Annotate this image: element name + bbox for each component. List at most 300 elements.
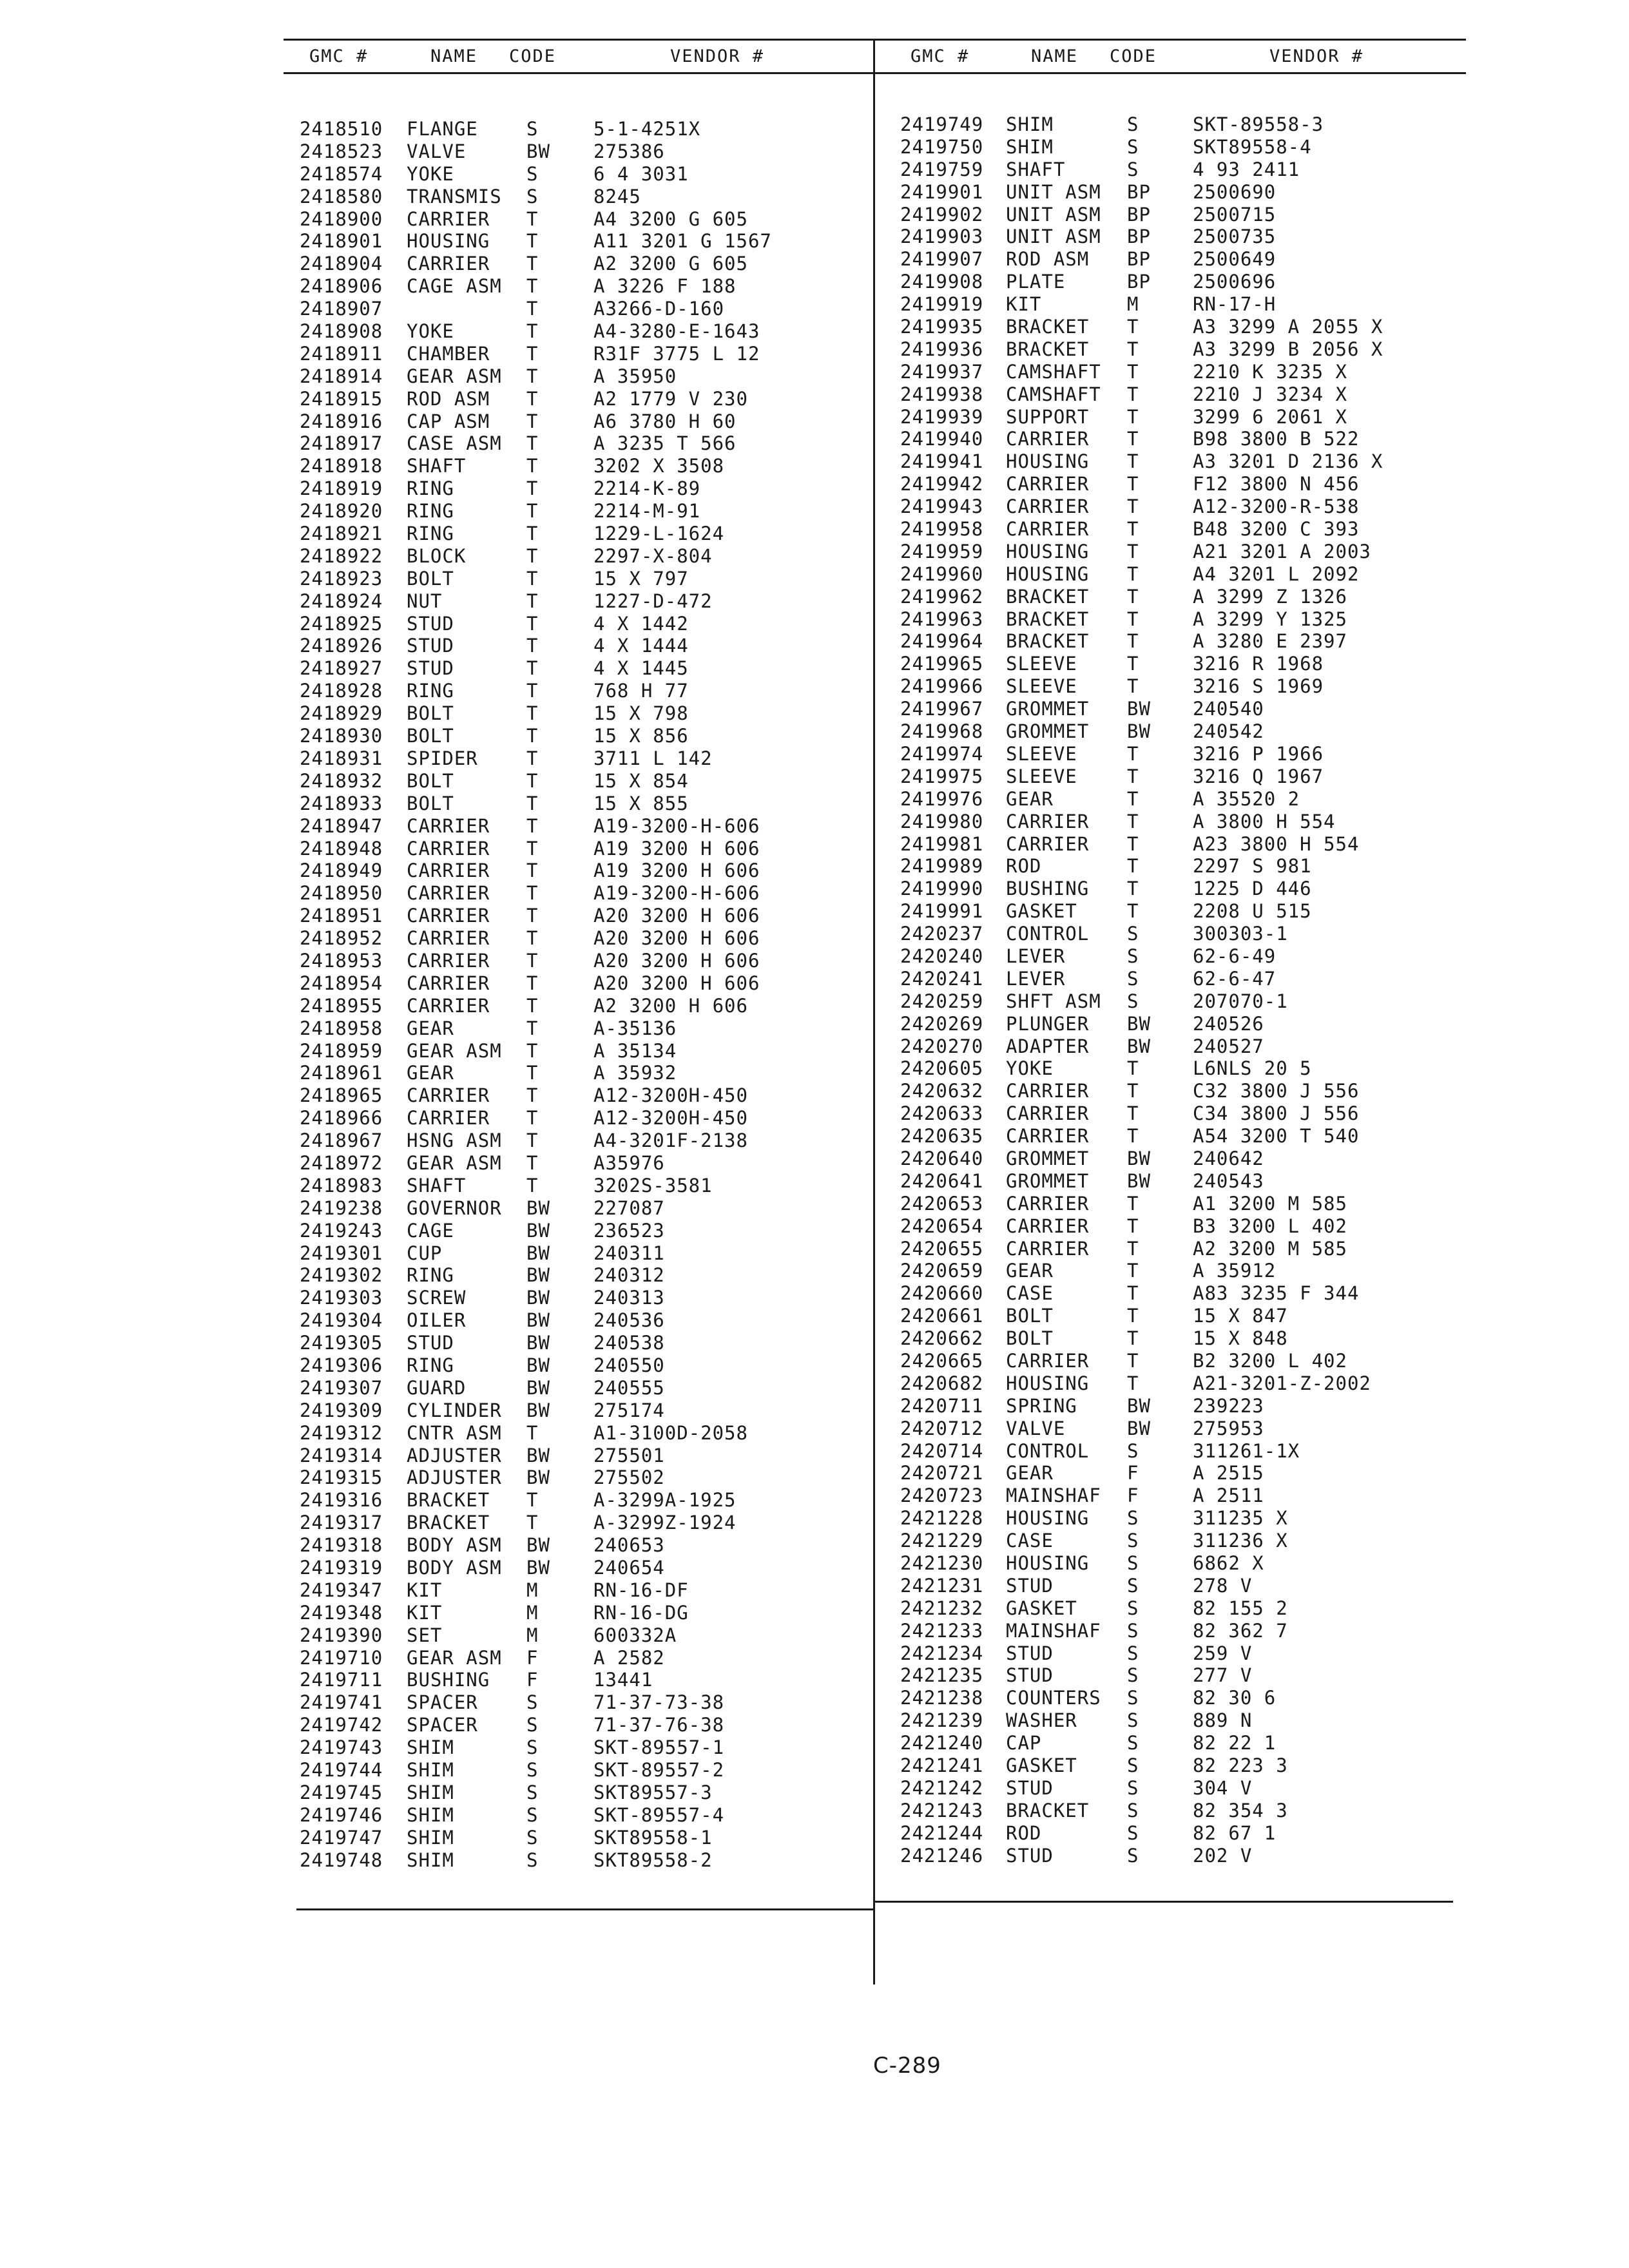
table-row — [900, 900, 1454, 923]
table-row — [300, 1647, 854, 1669]
part-number: 2419306 — [300, 1354, 383, 1376]
vendor-number: 311236 X — [1193, 1530, 1288, 1552]
part-name: HOUSING — [1006, 1372, 1090, 1394]
part-number: 2420633 — [900, 1102, 984, 1125]
part-code: F — [526, 1646, 539, 1669]
header-gmc: GMC # — [309, 46, 369, 66]
part-name: GASKET — [1006, 1754, 1077, 1777]
table-row — [300, 1040, 854, 1062]
table-row — [900, 495, 1454, 518]
table-row — [300, 1264, 854, 1287]
table-row — [900, 361, 1454, 383]
part-number: 2418929 — [300, 702, 383, 725]
part-number: 2419989 — [900, 855, 984, 878]
part-number: 2419747 — [300, 1826, 383, 1849]
vendor-number: 2500649 — [1193, 248, 1277, 271]
part-name: COUNTERS — [1006, 1687, 1101, 1709]
part-number: 2421231 — [900, 1574, 984, 1597]
part-code: S — [526, 1714, 539, 1736]
table-row — [900, 1575, 1454, 1597]
table-row — [900, 1215, 1454, 1238]
vendor-number: A4-3280-E-1643 — [593, 320, 760, 343]
part-name: GEAR — [1006, 787, 1054, 810]
part-number: 2420723 — [900, 1485, 984, 1507]
part-name: ADJUSTER — [407, 1444, 502, 1466]
table-row — [900, 159, 1454, 181]
part-code: T — [1127, 1282, 1139, 1305]
part-code: T — [526, 1421, 539, 1444]
part-name: UNIT ASM — [1006, 203, 1101, 226]
part-name: BRACKET — [407, 1489, 490, 1512]
part-name: STUD — [407, 657, 454, 680]
part-code: S — [1127, 1552, 1139, 1574]
table-row — [300, 545, 854, 568]
vendor-number: A35976 — [593, 1151, 665, 1174]
part-number: 2418900 — [300, 207, 383, 230]
part-name: CARRIER — [407, 882, 490, 905]
part-number: 2419759 — [900, 158, 984, 180]
part-number: 2419390 — [300, 1624, 383, 1646]
table-row — [900, 1754, 1454, 1777]
part-code: T — [1127, 810, 1139, 832]
table-row — [300, 253, 854, 275]
part-name: CARRIER — [407, 972, 490, 994]
part-number: 2419243 — [300, 1219, 383, 1242]
part-name: STUD — [1006, 1642, 1054, 1664]
part-code: T — [1127, 653, 1139, 675]
vendor-number: 15 X 848 — [1193, 1327, 1288, 1350]
part-name: CARRIER — [407, 927, 490, 950]
part-name: CHAMBER — [407, 342, 490, 365]
part-number: 2420632 — [900, 1080, 984, 1102]
vendor-number: 13441 — [593, 1669, 653, 1691]
column-divider — [873, 39, 875, 1984]
part-code: BW — [1127, 720, 1151, 743]
part-name: ROD — [1006, 1821, 1042, 1844]
part-name: CARRIER — [1006, 1237, 1090, 1260]
table-row — [300, 1489, 854, 1512]
table-row — [300, 1602, 854, 1624]
vendor-number: 15 X 856 — [593, 725, 689, 747]
part-name: MAINSHAF — [1006, 1485, 1101, 1507]
part-number: 2418904 — [300, 253, 383, 275]
part-name: LEVER — [1006, 967, 1066, 990]
vendor-number: 62-6-47 — [1193, 967, 1277, 990]
table-row — [900, 1800, 1454, 1822]
part-name: BUSHING — [407, 1669, 490, 1691]
part-name: HOUSING — [1006, 450, 1090, 473]
part-number: 2419749 — [900, 113, 984, 135]
part-name: CARRIER — [1006, 473, 1090, 495]
vendor-number: A6 3780 H 60 — [593, 410, 737, 432]
part-number: 2419743 — [300, 1736, 383, 1759]
vendor-number: 4 X 1444 — [593, 635, 689, 657]
part-code: T — [1127, 473, 1139, 495]
vendor-number: 2500690 — [1193, 180, 1277, 203]
part-number: 2419312 — [300, 1421, 383, 1444]
vendor-number: 2214-K-89 — [593, 477, 701, 500]
table-row — [900, 1552, 1454, 1575]
part-number: 2419966 — [900, 675, 984, 698]
table-row — [300, 1849, 854, 1872]
part-code: T — [526, 1489, 539, 1512]
part-name: GOVERNOR — [407, 1196, 502, 1219]
vendor-number: A 2582 — [593, 1646, 665, 1669]
vendor-number: 240311 — [593, 1242, 665, 1264]
vendor-number: 1225 D 446 — [1193, 878, 1312, 900]
vendor-number: 600332A — [593, 1624, 677, 1646]
part-number: 2418965 — [300, 1084, 383, 1107]
part-number: 2418955 — [300, 994, 383, 1017]
table-row — [300, 230, 854, 253]
table-row — [300, 1062, 854, 1084]
part-name: VALVE — [407, 140, 467, 162]
part-number: 2418523 — [300, 140, 383, 162]
part-code: S — [526, 162, 539, 185]
part-name: GEAR ASM — [407, 365, 502, 387]
part-name: CUP — [407, 1242, 443, 1264]
part-code: BW — [526, 1444, 550, 1466]
vendor-number: 1227-D-472 — [593, 590, 713, 612]
page-number: C-289 — [873, 2053, 941, 2079]
part-name: CARRIER — [407, 994, 490, 1017]
table-row — [900, 181, 1454, 204]
table-row — [300, 1804, 854, 1827]
header-vendor: VENDOR # — [670, 46, 765, 66]
vendor-number: 8245 — [593, 185, 641, 207]
part-name: CAP — [1006, 1732, 1042, 1754]
part-code: T — [526, 1151, 539, 1174]
part-code: BP — [1127, 203, 1151, 226]
part-code: S — [1127, 1776, 1139, 1799]
part-code: T — [526, 1017, 539, 1039]
part-name: KIT — [407, 1579, 443, 1601]
part-number: 2419991 — [900, 900, 984, 923]
part-code: T — [526, 680, 539, 702]
vendor-number: 5-1-4251X — [593, 118, 701, 140]
part-code: T — [1127, 518, 1139, 541]
part-name: STUD — [407, 612, 454, 635]
part-number: 2418930 — [300, 725, 383, 747]
part-code: T — [1127, 1102, 1139, 1125]
part-code: T — [526, 320, 539, 343]
part-code: T — [526, 860, 539, 882]
part-code: T — [1127, 338, 1139, 360]
part-number: 2419316 — [300, 1489, 383, 1512]
table-row — [900, 1530, 1454, 1552]
table-row — [300, 568, 854, 590]
table-row — [300, 298, 854, 320]
part-name: STUD — [1006, 1574, 1054, 1597]
part-code: T — [1127, 383, 1139, 405]
part-name: LEVER — [1006, 945, 1066, 967]
table-row — [300, 1512, 854, 1534]
part-number: 2418580 — [300, 185, 383, 207]
part-name: GEAR ASM — [407, 1646, 502, 1669]
vendor-number: 278 V — [1193, 1574, 1253, 1597]
table-row — [300, 702, 854, 725]
vendor-number: A2 3200 G 605 — [593, 253, 748, 275]
part-number: 2419980 — [900, 810, 984, 832]
table-row — [900, 1642, 1454, 1665]
vendor-number: 3216 R 1968 — [1193, 653, 1324, 675]
part-code: T — [526, 657, 539, 680]
part-code: S — [1127, 1844, 1139, 1867]
table-row — [300, 432, 854, 455]
table-row — [900, 720, 1454, 743]
part-name: STUD — [1006, 1776, 1054, 1799]
part-number: 2420240 — [900, 945, 984, 967]
part-name: BOLT — [407, 792, 454, 814]
part-code: BW — [526, 1557, 550, 1579]
vendor-number: A20 3200 H 606 — [593, 949, 760, 972]
table-row — [900, 1395, 1454, 1418]
part-name: CAGE — [407, 1219, 454, 1242]
table-row — [300, 1107, 854, 1129]
vendor-number: A3 3299 B 2056 X — [1193, 338, 1383, 360]
part-name: ADJUSTER — [407, 1466, 502, 1489]
part-name: CARRIER — [407, 905, 490, 927]
part-name: CARRIER — [407, 814, 490, 837]
part-code: M — [526, 1624, 539, 1646]
part-name: SLEEVE — [1006, 675, 1077, 698]
part-name: CARRIER — [407, 1084, 490, 1107]
part-number: 2419347 — [300, 1579, 383, 1601]
vendor-number: C34 3800 J 556 — [1193, 1102, 1360, 1125]
part-code: T — [526, 455, 539, 477]
vendor-number: A 35950 — [593, 365, 677, 387]
table-row — [900, 833, 1454, 856]
part-code: T — [526, 1107, 539, 1129]
part-number: 2419314 — [300, 1444, 383, 1466]
table-row — [300, 882, 854, 905]
vendor-number: A 2511 — [1193, 1485, 1264, 1507]
part-name: UNIT ASM — [1006, 226, 1101, 248]
part-name: CYLINDER — [407, 1399, 502, 1421]
part-code: T — [1127, 878, 1139, 900]
part-code: BW — [526, 1242, 550, 1264]
table-row — [900, 630, 1454, 653]
part-number: 2418918 — [300, 455, 383, 477]
vendor-number: A21 3201 A 2003 — [1193, 540, 1371, 562]
part-number: 2418951 — [300, 905, 383, 927]
part-name: SPACER — [407, 1691, 478, 1714]
table-row — [900, 1462, 1454, 1485]
part-name: BOLT — [407, 702, 454, 725]
part-name: BOLT — [1006, 1327, 1054, 1350]
part-name: TRANSMIS — [407, 185, 502, 207]
part-name: SHIM — [407, 1736, 454, 1759]
vendor-number: A 35932 — [593, 1062, 677, 1084]
vendor-number: 82 354 3 — [1193, 1799, 1288, 1821]
part-name: CARRIER — [1006, 1215, 1090, 1237]
vendor-number: 15 X 798 — [593, 702, 689, 725]
header-vendor: VENDOR # — [1269, 46, 1364, 66]
part-name: CONTROL — [1006, 1439, 1090, 1462]
part-name: STUD — [1006, 1664, 1054, 1687]
part-number: 2418950 — [300, 882, 383, 905]
part-name: VALVE — [1006, 1417, 1066, 1439]
part-number: 2420659 — [900, 1260, 984, 1282]
table-row — [900, 1080, 1454, 1102]
vendor-number: A-3299A-1925 — [593, 1489, 737, 1512]
table-row — [300, 1309, 854, 1332]
part-number: 2419974 — [900, 742, 984, 765]
part-name: SHIM — [1006, 135, 1054, 158]
part-number: 2419990 — [900, 878, 984, 900]
part-name: OILER — [407, 1309, 467, 1332]
part-name: CARRIER — [1006, 810, 1090, 832]
vendor-number: RN-16-DG — [593, 1601, 689, 1624]
part-code: T — [526, 1084, 539, 1107]
table-row — [300, 927, 854, 950]
part-code: F — [1127, 1462, 1139, 1485]
vendor-number: 240312 — [593, 1264, 665, 1287]
vendor-number: 275174 — [593, 1399, 665, 1421]
table-row — [300, 1129, 854, 1152]
part-number: 2421244 — [900, 1821, 984, 1844]
vendor-number: 240527 — [1193, 1035, 1264, 1057]
vendor-number: A19 3200 H 606 — [593, 837, 760, 860]
part-number: 2419319 — [300, 1557, 383, 1579]
vendor-number: A2 1779 V 230 — [593, 387, 748, 410]
part-number: 2419939 — [900, 405, 984, 428]
part-name: BODY ASM — [407, 1557, 502, 1579]
part-name: RING — [407, 523, 454, 545]
part-number: 2419744 — [300, 1759, 383, 1782]
part-name: SHIM — [407, 1781, 454, 1803]
vendor-number: A 35912 — [1193, 1260, 1277, 1282]
vendor-number: 2210 K 3235 X — [1193, 360, 1347, 383]
part-code: T — [1127, 316, 1139, 338]
part-name: SHAFT — [407, 1174, 467, 1196]
part-name: ROD — [1006, 855, 1042, 878]
part-code: T — [526, 253, 539, 275]
part-code: S — [526, 1759, 539, 1782]
part-number: 2418932 — [300, 769, 383, 792]
part-number: 2421232 — [900, 1597, 984, 1619]
part-code: S — [526, 1736, 539, 1759]
part-number: 2418574 — [300, 162, 383, 185]
vendor-number: 768 H 77 — [593, 680, 689, 702]
part-name: CARRIER — [1006, 518, 1090, 541]
part-code: S — [526, 185, 539, 207]
table-row — [900, 653, 1454, 675]
vendor-number: A4-3201F-2138 — [593, 1129, 748, 1152]
part-number: 2421240 — [900, 1732, 984, 1754]
part-name: CARRIER — [1006, 1102, 1090, 1125]
table-row — [900, 1687, 1454, 1709]
vendor-number: RN-16-DF — [593, 1579, 689, 1601]
vendor-number: 62-6-49 — [1193, 945, 1277, 967]
table-row — [900, 1193, 1454, 1215]
table-row — [900, 1372, 1454, 1395]
part-name: SCREW — [407, 1287, 467, 1309]
table-row — [900, 473, 1454, 495]
table-row — [300, 1534, 854, 1557]
part-number: 2419963 — [900, 608, 984, 630]
table-row — [300, 1557, 854, 1579]
vendor-number: 275386 — [593, 140, 665, 162]
part-code: S — [1127, 1709, 1139, 1732]
part-number: 2421229 — [900, 1530, 984, 1552]
header-code: CODE — [1110, 46, 1157, 66]
part-number: 2419964 — [900, 630, 984, 653]
part-number: 2418924 — [300, 590, 383, 612]
vendor-number: A19 3200 H 606 — [593, 860, 760, 882]
table-row — [300, 1624, 854, 1647]
table-row — [300, 455, 854, 477]
part-name: SPACER — [407, 1714, 478, 1736]
part-name: CARRIER — [1006, 1349, 1090, 1372]
part-number: 2419710 — [300, 1646, 383, 1669]
part-name: CAGE ASM — [407, 275, 502, 298]
part-name: SHAFT — [407, 455, 467, 477]
part-code: BW — [526, 1534, 550, 1557]
part-number: 2420665 — [900, 1349, 984, 1372]
part-name: CASE ASM — [407, 432, 502, 455]
vendor-number: SKT-89557-4 — [593, 1803, 725, 1826]
vendor-number: SKT-89557-1 — [593, 1736, 725, 1759]
part-number: 2419304 — [300, 1309, 383, 1332]
part-name: ADAPTER — [1006, 1035, 1090, 1057]
vendor-number: A2 3200 M 585 — [1193, 1237, 1347, 1260]
vendor-number: 2214-M-91 — [593, 500, 701, 523]
part-code: T — [1127, 1057, 1139, 1080]
part-number: 2420635 — [900, 1125, 984, 1148]
part-name: GEAR ASM — [407, 1151, 502, 1174]
part-name: GROMMET — [1006, 1169, 1090, 1192]
part-code: T — [526, 1174, 539, 1196]
table-row — [300, 1422, 854, 1445]
table-row — [900, 675, 1454, 698]
part-number: 2418966 — [300, 1107, 383, 1129]
part-number: 2418958 — [300, 1017, 383, 1039]
part-code: T — [526, 523, 539, 545]
table-row — [300, 1287, 854, 1309]
vendor-number: 240550 — [593, 1354, 665, 1376]
part-number: 2418933 — [300, 792, 383, 814]
vendor-number: 240642 — [1193, 1147, 1264, 1169]
bottom-rule-left — [296, 1908, 873, 1910]
part-number: 2419303 — [300, 1287, 383, 1309]
table-row — [900, 450, 1454, 473]
part-number: 2419745 — [300, 1781, 383, 1803]
part-name: PLATE — [1006, 271, 1066, 293]
part-name: PLUNGER — [1006, 1012, 1090, 1035]
part-code: T — [526, 477, 539, 500]
part-name: CARRIER — [1006, 1080, 1090, 1102]
part-code: T — [526, 342, 539, 365]
table-row — [900, 1620, 1454, 1642]
table-row — [300, 995, 854, 1017]
part-number: 2420655 — [900, 1237, 984, 1260]
table-row — [900, 406, 1454, 428]
part-name: BRACKET — [1006, 1799, 1090, 1821]
table-row — [300, 905, 854, 927]
vendor-number: A19-3200-H-606 — [593, 882, 760, 905]
part-code: T — [526, 275, 539, 298]
table-row — [900, 990, 1454, 1013]
table-row — [300, 1669, 854, 1691]
table-row — [900, 248, 1454, 271]
part-name: SHIM — [407, 1826, 454, 1849]
part-code: BW — [526, 1196, 550, 1219]
part-code: S — [1127, 1642, 1139, 1664]
table-row — [900, 563, 1454, 586]
part-code: T — [1127, 1215, 1139, 1237]
part-code: BP — [1127, 248, 1151, 271]
